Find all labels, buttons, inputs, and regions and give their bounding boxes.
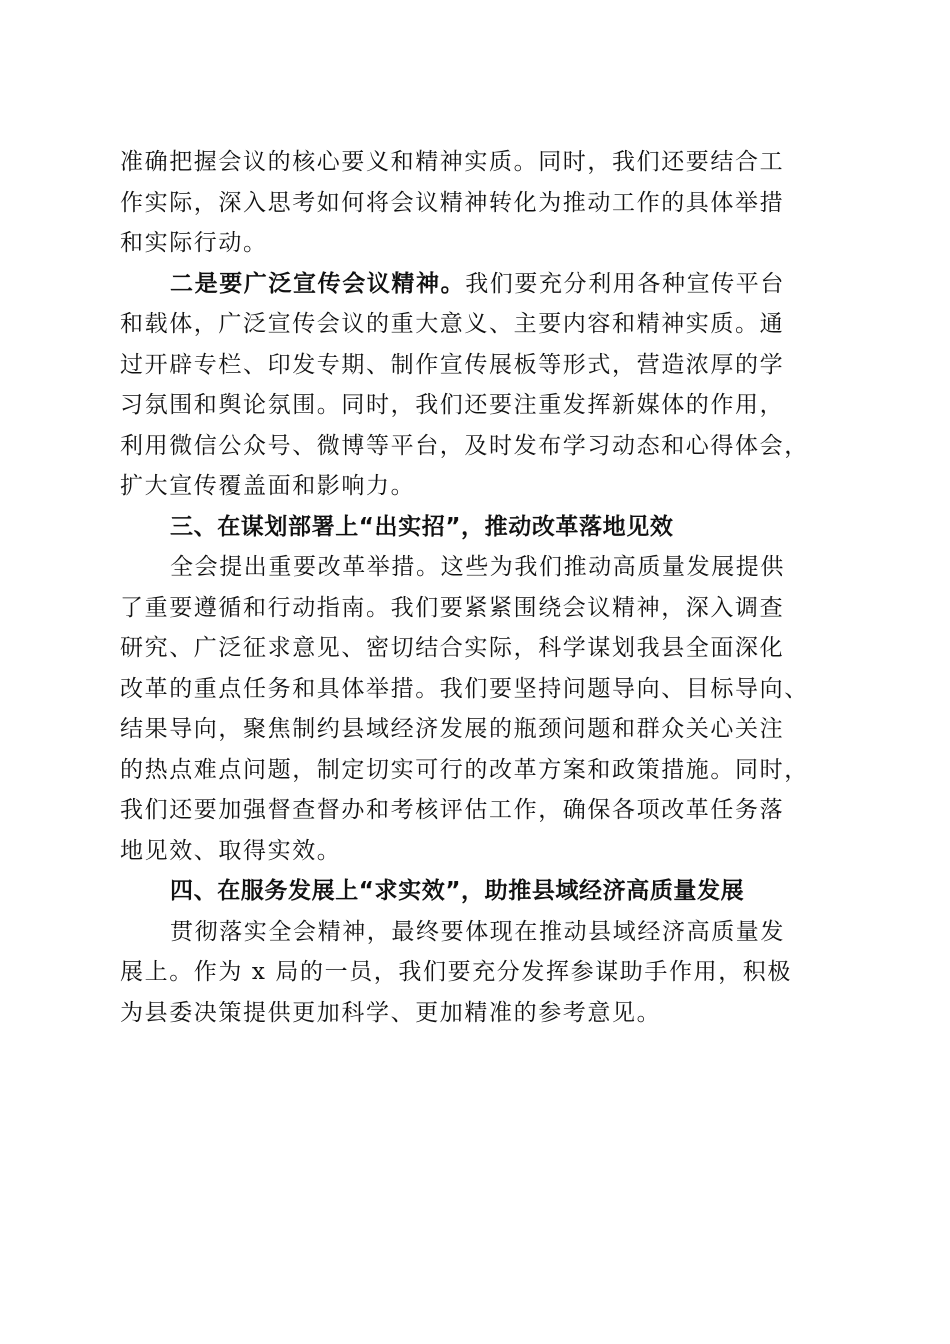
paragraph-line: 为县委决策提供更加科学、更加精准的参考意见。 <box>120 999 662 1026</box>
paragraph-lead-sentence: 二是要广泛宣传会议精神。 <box>170 269 466 297</box>
paragraph-line: 了重要遵循和行动指南。我们要紧紧围绕会议精神，深入调查 <box>120 594 785 621</box>
paragraph-first-line <box>120 264 832 305</box>
paragraph-line: 改革的重点任务和具体举措。我们要坚持问题导向、目标导向、 <box>120 675 809 702</box>
paragraph-reform <box>120 547 832 871</box>
document-body <box>120 142 832 1033</box>
paragraph-line: 利用微信公众号、微博等平台，及时发布学习动态和心得体会， <box>120 432 809 459</box>
paragraph-line: 结果导向，聚焦制约县域经济发展的瓶颈问题和群众关心关注 <box>120 716 785 742</box>
paragraph-line: 作实际，深入思考如何将会议精神转化为推动工作的具体举措 <box>120 189 785 216</box>
paragraph-line: 习氛围和舆论氛围。同时，我们还要注重发挥新媒体的作用， <box>120 392 785 418</box>
paragraph-development <box>120 912 832 1034</box>
paragraph-line: 和实际行动。 <box>120 230 268 256</box>
paragraph-line: 扩大宣传覆盖面和影响力。 <box>120 473 416 499</box>
paragraph-line: 贯彻落实全会精神，最终要体现在推动县域经济高质量发 <box>170 918 785 945</box>
paragraph-line: 研究、广泛征求意见、密切结合实际，科学谋划我县全面深化 <box>120 635 785 661</box>
paragraph-line: 的热点难点问题，制定切实可行的改革方案和政策措施。同时， <box>120 756 809 783</box>
section-heading-4: 四、在服务发展上“求实效”，助推县域经济高质量发展 <box>170 878 745 904</box>
section-heading-3: 三、在谋划部署上“出实招”，推动改革落地见效 <box>170 513 674 540</box>
paragraph-line-rest: 我们要充分利用各种宣传平台 <box>465 270 786 297</box>
paragraph-line: 过开辟专栏、印发专期、制作宣传展板等形式，营造浓厚的学 <box>120 351 785 378</box>
paragraph-line: 准确把握会议的核心要义和精神实质。同时，我们还要结合工 <box>120 149 785 175</box>
paragraph-publicity <box>120 264 832 507</box>
paragraph-line: 我们还要加强督查督办和考核评估工作，确保各项改革任务落 <box>120 797 785 823</box>
paragraph-line: 和载体，广泛宣传会议的重大意义、主要内容和精神实质。通 <box>120 311 785 337</box>
paragraph-line: 展上。作为 x 局的一员，我们要充分发挥参谋助手作用，积极 <box>120 959 792 985</box>
paragraph-line: 地见效、取得实效。 <box>120 837 342 864</box>
paragraph-continuation <box>120 142 832 264</box>
paragraph-line: 全会提出重要改革举措。这些为我们推动高质量发展提供 <box>170 554 785 580</box>
